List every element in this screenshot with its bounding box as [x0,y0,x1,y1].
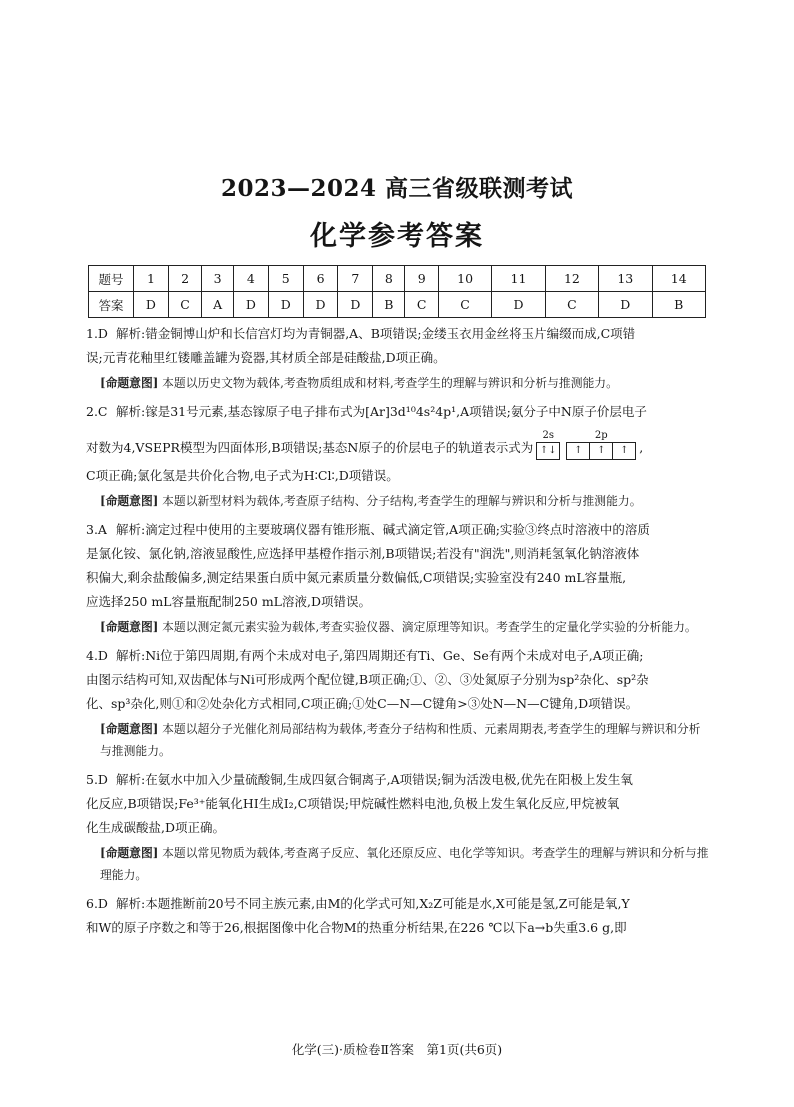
qnum-cell: 14 [652,266,705,292]
intent-tag: [命题意图] [100,846,159,860]
answer-cell: C [545,292,598,318]
answer-cell: D [134,292,169,318]
exam-title: 2023—2024 高三省级联测考试 [220,175,574,202]
explanation-item-6 [86,892,712,940]
answer-cell: B [652,292,705,318]
orbital-box [566,442,636,460]
answer-cell: A [202,292,234,318]
intent-tag: [命题意图] [100,620,159,634]
qnum-cell: 10 [438,266,491,292]
intent-tag: [命题意图] [100,376,159,390]
explanation-line: 化反应,B项错误;Fe³⁺能氧化HI生成I₂,C项错误;甲烷碱性燃料电池,负极上发生氧化反应,甲烷被氧 [86,796,620,811]
qnum-cell: 12 [545,266,598,292]
explanation-line: 是氯化铵、氯化钠,溶液显酸性,应选择甲基橙作指示剂,B项错误;若没有"润洗",则消耗氢氧化钠溶液体 [86,546,640,561]
explanation-line: C项正确;氯化氢是共价化合物,电子式为H∶Cl∶,D项错误。 [86,468,399,483]
explanation-item-2 [86,400,712,512]
intent-tag: [命题意图] [100,722,159,736]
answer-cell: D [338,292,373,318]
explanation-line: 解析:Ni位于第四周期,有两个未成对电子,第四周期还有Ti、Ge、Se有两个未成对电子,A项正确; [116,648,644,663]
row-label-number: 题号 [89,266,134,292]
qnum-cell: 3 [202,266,234,292]
qnum-cell: 4 [233,266,268,292]
orbital-2s [536,430,560,460]
answer-cell: D [599,292,652,318]
item-number: 6.D [86,896,108,911]
explanation-line: 误;元青花釉里红镂雕盖罐为瓷器,其材质全部是硅酸盐,D项正确。 [86,350,446,365]
intent-text: 本题以历史文物为载体,考查物质组成和材料,考查学生的理解与辨识和分析与推测能力。 [162,376,618,390]
explanation-line: 解析:本题推断前20号不同主族元素,由M的化学式可知,X₂Z可能是水,X可能是氢,Z可能是氧,Y [116,896,630,911]
orbital-label: 2p [594,430,608,441]
item-number: 3.A [86,522,107,537]
explanation-line: 解析:错金铜博山炉和长信宫灯均为青铜器,A、B项错误;金缕玉衣用金丝将玉片编缀而成,C项错 [116,326,636,341]
qnum-cell: 6 [303,266,338,292]
intent-text: 本题以超分子光催化剂局部结构为载体,考查分子结构和性质、元素周期表,考查学生的理解与辨识和分析与推测能力。 [100,722,701,758]
explanation-line: 对数为4,VSEPR模型为四面体形,B项错误;基态N原子的价层电子的轨道表示式为 [86,440,534,455]
explanation-line: 解析:镓是31号元素,基态镓原子电子排布式为[Ar]3d¹⁰4s²4p¹,A项错误;氨分子中N原子价层电子 [116,404,647,419]
explanation-line: 由图示结构可知,双齿配体与Ni可形成两个配位键,B项正确;①、②、③处氮原子分别为sp²杂化、sp²杂 [86,672,649,687]
explanation-line: 积偏大,剩余盐酸偏多,测定结果蛋白质中氮元素质量分数偏低,C项错误;实验室没有240 mL容量瓶, [86,570,627,585]
explanation-line: 化、sp³杂化,则①和②处杂化方式相同,C项正确;①处C—N—C键角>③处N—N—C键角,D项错误。 [86,696,639,711]
row-label-answer: 答案 [89,292,134,318]
explanation-item-3 [86,518,712,638]
explanation-item-1 [86,322,712,394]
qnum-cell: 1 [134,266,169,292]
intent-text: 本题以新型材料为载体,考查原子结构、分子结构,考查学生的理解与辨识和分析与推测能力。 [162,494,642,508]
intent-note [100,490,712,512]
qnum-cell: 9 [405,266,438,292]
item-number: 4.D [86,648,108,663]
question-number-row [89,266,706,292]
orbital-box [536,442,560,460]
intent-note [100,616,712,638]
answer-cell: D [492,292,545,318]
orbital-2p [566,430,636,460]
orbital-arrow: ↑ [590,443,613,459]
intent-note [100,372,712,394]
explanations [86,322,712,940]
qnum-cell: 5 [268,266,303,292]
explanation-line: 化生成碳酸盐,D项正确。 [86,820,225,835]
answer-cell: B [373,292,405,318]
item-number: 1.D [86,326,108,341]
answer-row [89,292,706,318]
orbital-label: 2s [542,430,555,441]
answer-cell: C [168,292,201,318]
qnum-cell: 13 [599,266,652,292]
explanation-line: 应选择250 mL容量瓶配制250 mL溶液,D项错误。 [86,594,371,609]
explanation-line: 解析:滴定过程中使用的主要玻璃仪器有锥形瓶、碱式滴定管,A项正确;实验③终点时溶液中的溶质 [116,522,650,537]
qnum-cell: 2 [168,266,201,292]
intent-text: 本题以测定氮元素实验为载体,考查实验仪器、滴定原理等知识。考查学生的定量化学实验的分析能力。 [162,620,697,634]
answer-cell: C [438,292,491,318]
qnum-cell: 8 [373,266,405,292]
orbital-arrow: ↑ [567,443,590,459]
answer-cell: D [303,292,338,318]
qnum-cell: 11 [492,266,545,292]
orbital-arrow: ↑ [620,445,629,456]
answer-cell: D [233,292,268,318]
intent-note [100,718,712,762]
answer-table [88,265,706,318]
intent-tag: [命题意图] [100,494,159,508]
intent-text: 本题以常见物质为载体,考查离子反应、氧化还原反应、电化学等知识。考查学生的理解与辨识和分析与推理能力。 [100,846,709,882]
orbital-line: 对数为4,VSEPR模型为四面体形,B项错误;基态N原子的价层电子的轨道表示式为 2s ↑↓ 2p ↑ ↑ ↑ , [86,430,712,460]
answer-cell: C [405,292,438,318]
qnum-cell: 7 [338,266,373,292]
explanation-item-4 [86,644,712,762]
intent-note [100,842,712,886]
answer-cell: D [268,292,303,318]
page-footer: 化学(三)·质检卷Ⅱ答案 第1页(共6页) [291,1042,503,1057]
answer-subtitle: 化学参考答案 [310,221,484,252]
orbital-arrows: ↑↓ [539,445,557,456]
explanation-line: 解析:在氨水中加入少量硫酸铜,生成四氨合铜离子,A项错误;铜为活泼电极,优先在阳极上发生氧 [116,772,633,787]
explanation-item-5 [86,768,712,886]
explanation-line: 和W的原子序数之和等于26,根据图像中化合物M的热重分析结果,在226 ℃以下a→b失重3.6 g,即 [86,920,627,935]
item-number: 5.D [86,772,108,787]
item-number: 2.C [86,404,108,419]
